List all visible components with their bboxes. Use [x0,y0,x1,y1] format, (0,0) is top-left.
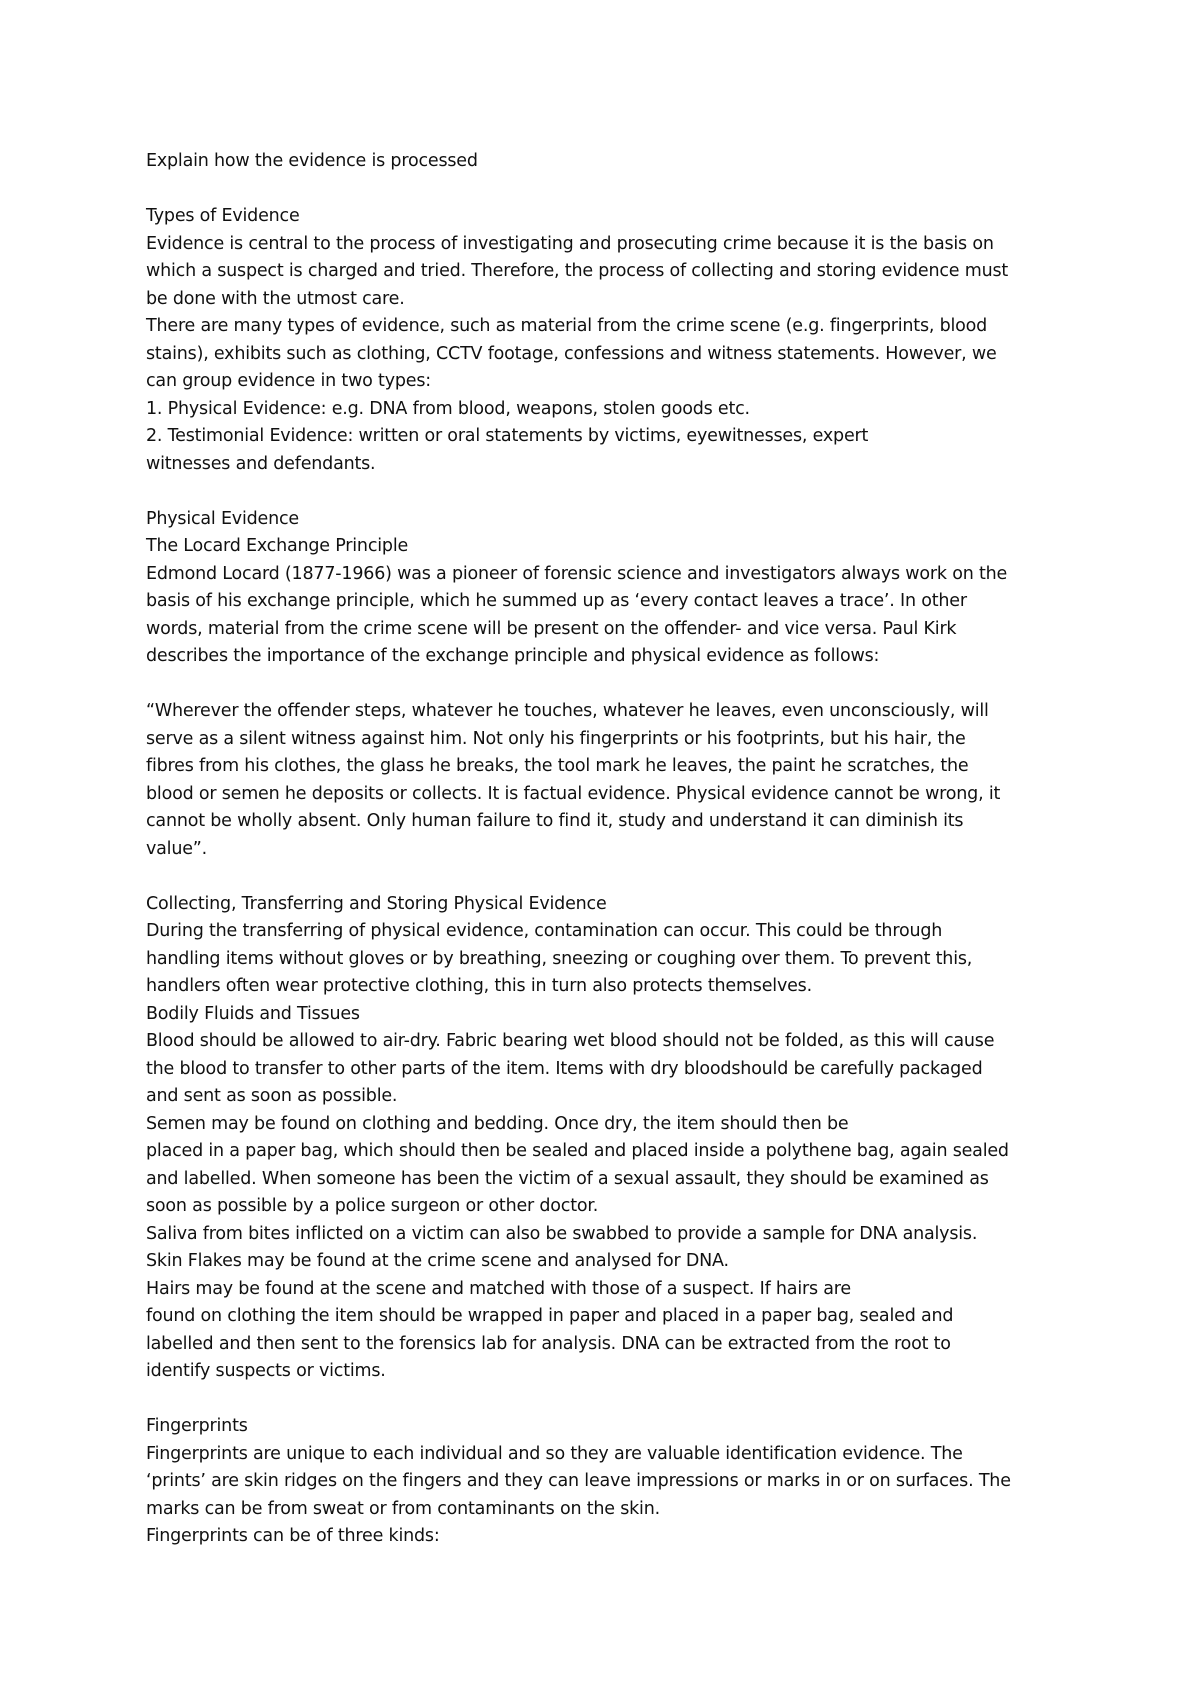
blank-line [146,478,1106,506]
text-line: Types of Evidence [146,206,300,226]
text-line: serve as a silent witness against him. Not only his fingerprints or his footprints, but his hair, the [146,728,966,749]
text-line: Fingerprints can be of three kinds: [146,1526,440,1546]
text-line: placed in a paper bag, which should then be sealed and placed inside a polythene bag, again sealed [146,1141,1009,1161]
text-line: and sent as soon as possible. [146,1086,398,1106]
text-line: cannot be wholly absent. Only human failure to find it, study and understand it can diminish its [146,811,964,831]
text-line: words, material from the crime scene will be present on the offender- and vice versa. Paul Kirk [146,618,957,639]
text-line: blood or semen he deposits or collects. It is factual evidence. Physical evidence cannot be wrong, it [146,783,1001,804]
blank-line [146,671,1106,699]
text-line: identify suspects or victims. [146,1361,386,1381]
text-line: handlers often wear protective clothing, this in turn also protects themselves. [146,976,812,996]
text-line: Blood should be allowed to air-dry. Fabric bearing wet blood should not be folded, as this will cause [146,1031,995,1051]
text-line: marks can be from sweat or from contaminants on the skin. [146,1498,660,1519]
text-line: Fingerprints are unique to each individual and so they are valuable identification evidence. The [146,1443,963,1464]
text-line: Fingerprints [146,1416,248,1436]
blank-line [146,863,1106,891]
text-line: There are many types of evidence, such as material from the crime scene (e.g. fingerprints, blood [146,316,988,336]
text-line: Explain how the evidence is processed [146,151,478,171]
text-line: Skin Flakes may be found at the crime scene and analysed for DNA. [146,1251,729,1271]
text-line: Semen may be found on clothing and bedding. Once dry, the item should then be [146,1113,849,1134]
text-line: value”. [146,838,208,859]
text-line: Collecting, Transferring and Storing Physical Evidence [146,893,607,914]
text-line: soon as possible by a police surgeon or other doctor. [146,1196,599,1216]
text-line: Evidence is central to the process of investigating and prosecuting crime because it is the basis on [146,233,994,254]
document-body [146,148,1106,1551]
text-line: During the transferring of physical evidence, contamination can occur. This could be through [146,921,943,941]
blank-line [146,176,1106,204]
text-line: can group evidence in two types: [146,371,431,391]
text-line: labelled and then sent to the forensics lab for analysis. DNA can be extracted from the root to [146,1333,951,1354]
text-line: basis of his exchange principle, which he summed up as ‘every contact leaves a trace’. In other [146,591,967,611]
text-line: witnesses and defendants. [146,453,376,474]
text-line: Edmond Locard (1877-1966) was a pioneer of forensic science and investigators always work on the [146,563,1008,584]
text-line: ‘prints’ are skin ridges on the fingers and they can leave impressions or marks in or on surfaces. The [146,1471,1011,1491]
text-line: Physical Evidence [146,508,299,529]
text-line: the blood to transfer to other parts of the item. Items with dry bloodshould be carefully packaged [146,1058,983,1079]
text-line: Saliva from bites inflicted on a victim can also be swabbed to provide a sample for DNA analysis. [146,1223,978,1244]
text-line: Bodily Fluids and Tissues [146,1003,360,1024]
text-line: fibres from his clothes, the glass he breaks, the tool mark he leaves, the paint he scratches, the [146,756,969,776]
text-line: and labelled. When someone has been the victim of a sexual assault, they should be examined as [146,1168,989,1189]
text-line: 1. Physical Evidence: e.g. DNA from blood, weapons, stolen goods etc. [146,398,750,419]
text-line: found on clothing the item should be wrapped in paper and placed in a paper bag, sealed and [146,1306,954,1326]
text-line: “Wherever the offender steps, whatever he touches, whatever he leaves, even unconsciously, will [146,701,989,721]
text-line: Hairs may be found at the scene and matched with those of a suspect. If hairs are [146,1278,851,1299]
text-line: The Locard Exchange Principle [146,536,409,556]
blank-line [146,1386,1106,1414]
text-line: which a suspect is charged and tried. Therefore, the process of collecting and storing evidence must [146,261,1009,281]
text-line: handling items without gloves or by breathing, sneezing or coughing over them. To prevent this, [146,948,973,969]
text-line: describes the importance of the exchange principle and physical evidence as follows: [146,646,880,666]
text-line: stains), exhibits such as clothing, CCTV footage, confessions and witness statements. However, we [146,343,997,364]
text-line: be done with the utmost care. [146,288,405,309]
text-line: 2. Testimonial Evidence: written or oral statements by victims, eyewitnesses, expert [146,426,869,446]
